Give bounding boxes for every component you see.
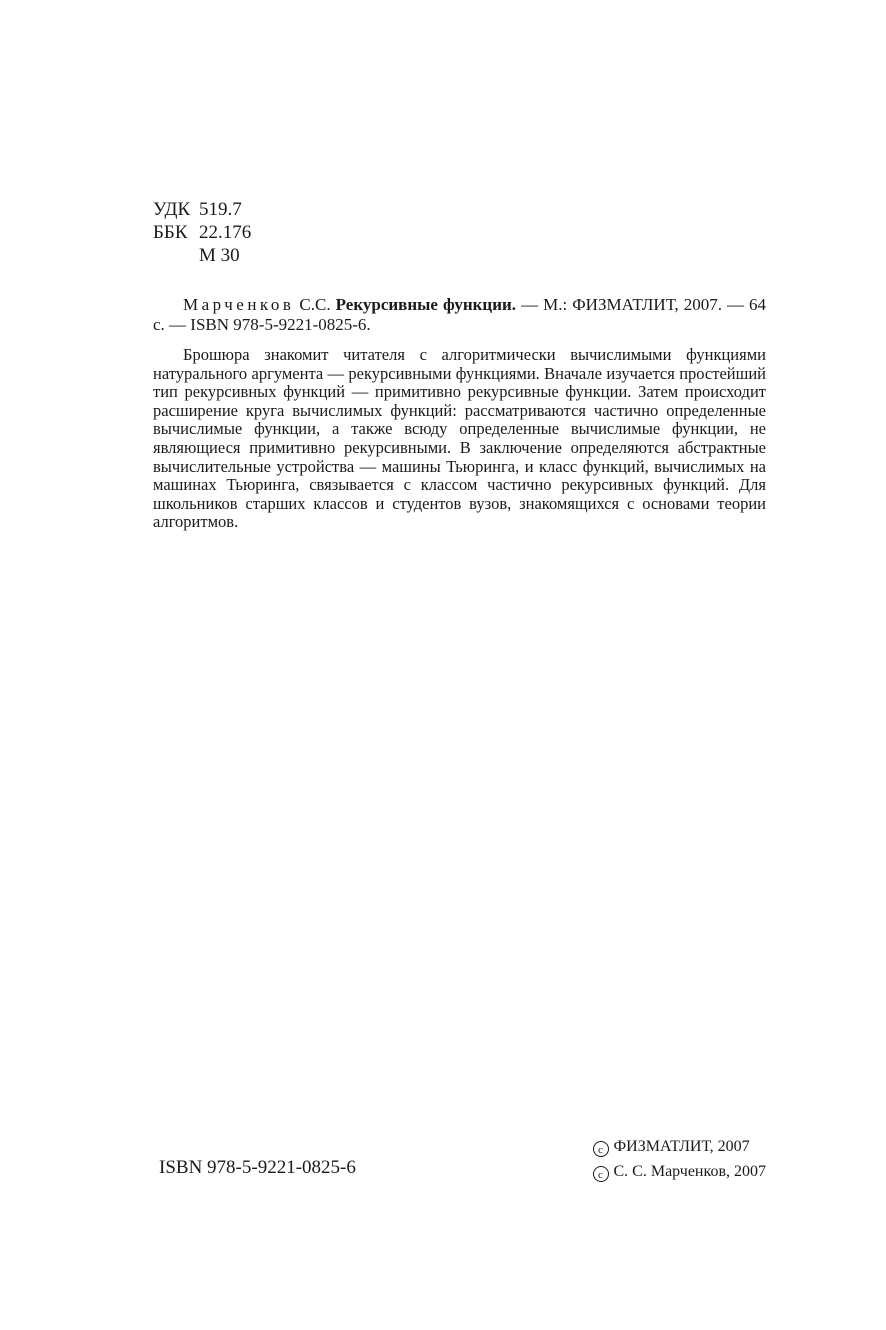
copyright-icon: c xyxy=(593,1166,609,1182)
copyright-publisher-row xyxy=(593,1134,767,1159)
bbk-label: ББК xyxy=(153,222,188,243)
citation-author: Марченков xyxy=(183,295,295,314)
udk-row xyxy=(153,198,251,221)
copyright-block xyxy=(593,1134,767,1184)
isbn-footer: ISBN 978-5-9221-0825-6 xyxy=(159,1157,356,1178)
udk-value: 519.7 xyxy=(199,199,242,220)
citation-publisher: — М.: ФИЗМАТЛИТ, xyxy=(516,295,679,314)
copyright-author: С. С. Марченков, 2007 xyxy=(613,1163,766,1180)
copyright-publisher: ФИЗМАТЛИТ, 2007 xyxy=(613,1138,750,1155)
udk-label: УДК xyxy=(153,199,191,220)
copyright-icon: c xyxy=(593,1141,609,1157)
bbk-row xyxy=(153,221,251,244)
bbk-value: 22.176 xyxy=(199,222,252,243)
citation-initials: С.С. xyxy=(299,295,331,314)
citation-title: Рекурсивные функции. xyxy=(335,295,517,314)
abstract-paragraph: Брошюра знакомит читателя с алгоритмически вычислимыми функциями натурального аргумента — рекурсивными функциями. Вначале изучается простейший тип рекурсивных функций — примитивно рекурсивные функции. Затем происходит расширение круга вычислимых функций: рассматриваются частично определенные вычислимые функции, а также всюду определенные вычислимые функции, не являющиеся примитивно рекурсивными. В заключение определяются абстрактные вычислительные устройства — машины Тьюринга, и класс функций, вычислимых на машинах Тьюринга, связывается с классом частично рекурсивных функций. Для школьников старших классов и студентов вузов, знакомящихся с основами теории алгоритмов. xyxy=(153,345,766,532)
author-mark: М 30 xyxy=(199,245,240,266)
citation-details: 2007. — 64 с. — ISBN 978-5-9221-0825-6. xyxy=(153,295,766,334)
classification-codes xyxy=(153,198,251,267)
bibliographic-citation xyxy=(153,295,766,335)
copyright-author-row xyxy=(593,1159,767,1184)
